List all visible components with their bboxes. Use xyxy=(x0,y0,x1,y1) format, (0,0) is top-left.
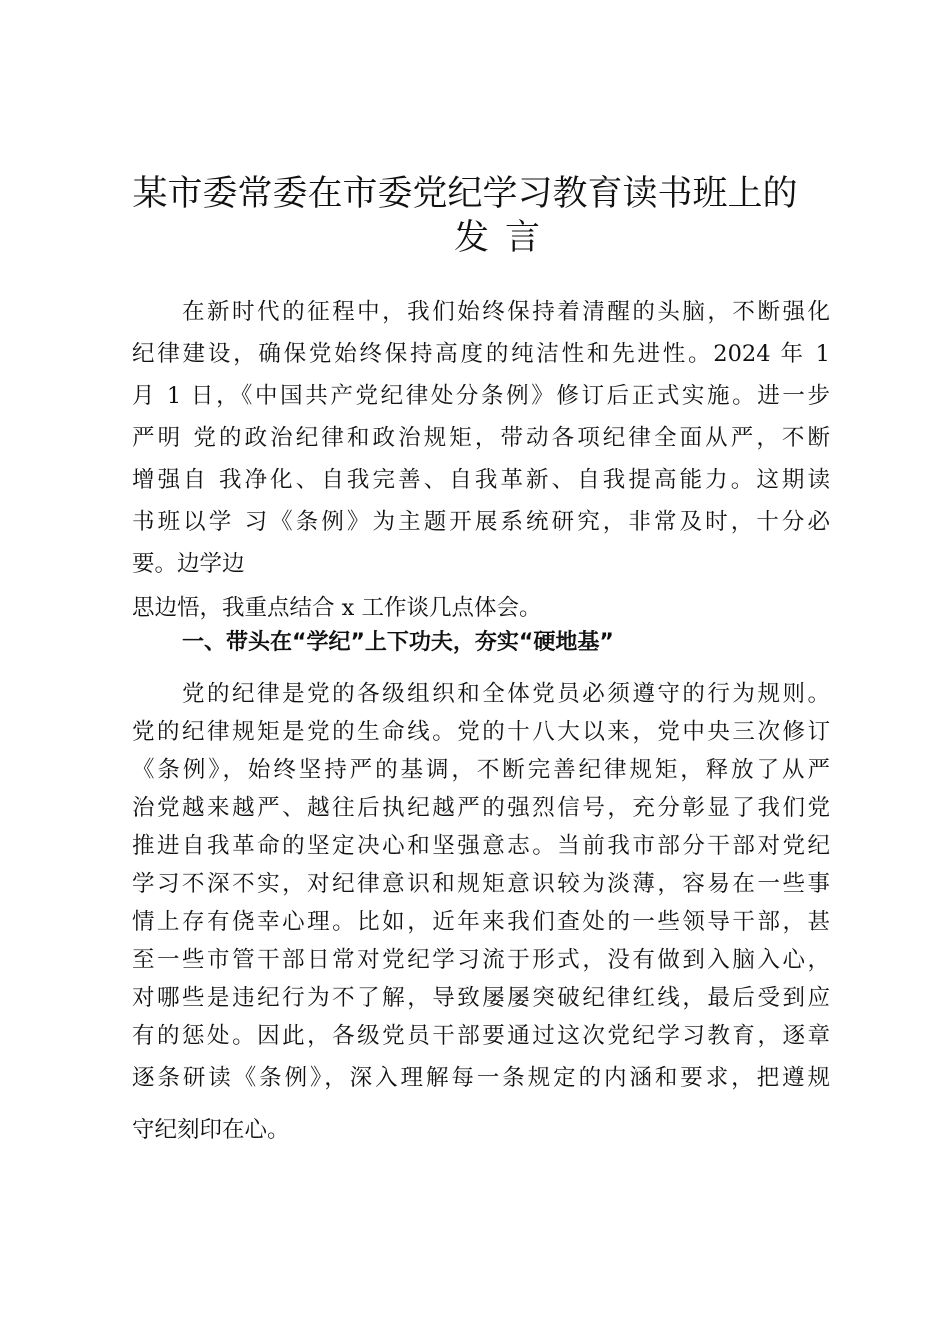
paragraph-line: 有的惩处。因此，各级党员干部要通过这次党纪学习教育，逐章 xyxy=(132,1023,830,1049)
document-title-line-2: 发言 xyxy=(453,218,556,258)
intro-line: 在新时代的征程中，我们始终保持着清醒的头脑，不断强化 xyxy=(182,299,830,325)
paragraph-line: 推进自我革命的坚定决心和坚强意志。当前我市部分干部对党纪 xyxy=(132,833,830,859)
paragraph-line: 至一些市管干部日常对党纪学习流于形式，没有做到入脑入心， xyxy=(132,947,830,973)
section-heading: 一、带头在“学纪”上下功夫，夯实“硬地基” xyxy=(182,630,614,655)
paragraph-line: 党的纪律规矩是党的生命线。党的十八大以来，党中央三次修订 xyxy=(132,719,830,745)
intro-line: 书班以学 习《条例》为主题开展系统研究，非常及时，十分必 xyxy=(132,509,830,535)
paragraph-line: 治党越来越严、越往后执纪越严的强烈信号，充分彰显了我们党 xyxy=(132,795,830,821)
intro-line: 纪律建设，确保党始终保持高度的纯洁性和先进性。2024 年 1 xyxy=(132,341,830,367)
paragraph-line: 《条例》，始终坚持严的基调，不断完善纪律规矩，释放了从严 xyxy=(132,757,830,783)
paragraph-line: 逐条研读《条例》，深入理解每一条规定的内涵和要求，把遵规 xyxy=(132,1065,830,1091)
intro-line: 增强自 我净化、自我完善、自我革新、自我提高能力。这期读 xyxy=(132,467,830,493)
paragraph-line: 学习不深不实，对纪律意识和规矩意识较为淡薄，容易在一些事 xyxy=(132,871,830,897)
intro-line: 严明 党的政治纪律和政治规矩，带动各项纪律全面从严，不断 xyxy=(132,425,830,451)
intro-line: 月 1 日，《中国共产党纪律处分条例》修订后正式实施。进一步 xyxy=(132,383,830,409)
document-title-line-1: 某市委常委在市委党纪学习教育读书班上的 xyxy=(132,174,798,214)
paragraph-line: 党的纪律是党的各级组织和全体党员必须遵守的行为规则。 xyxy=(182,681,830,707)
paragraph-line: 情上存有侥幸心理。比如，近年来我们查处的一些领导干部，甚 xyxy=(132,909,830,935)
paragraph-line: 守纪刻印在心。 xyxy=(132,1117,290,1143)
intro-line: 要。边学边 xyxy=(132,551,245,577)
paragraph-line: 对哪些是违纪行为不了解，导致屡屡突破纪律红线，最后受到应 xyxy=(132,985,830,1011)
intro-line: 思边悟，我重点结合 x 工作谈几点体会。 xyxy=(132,595,542,621)
